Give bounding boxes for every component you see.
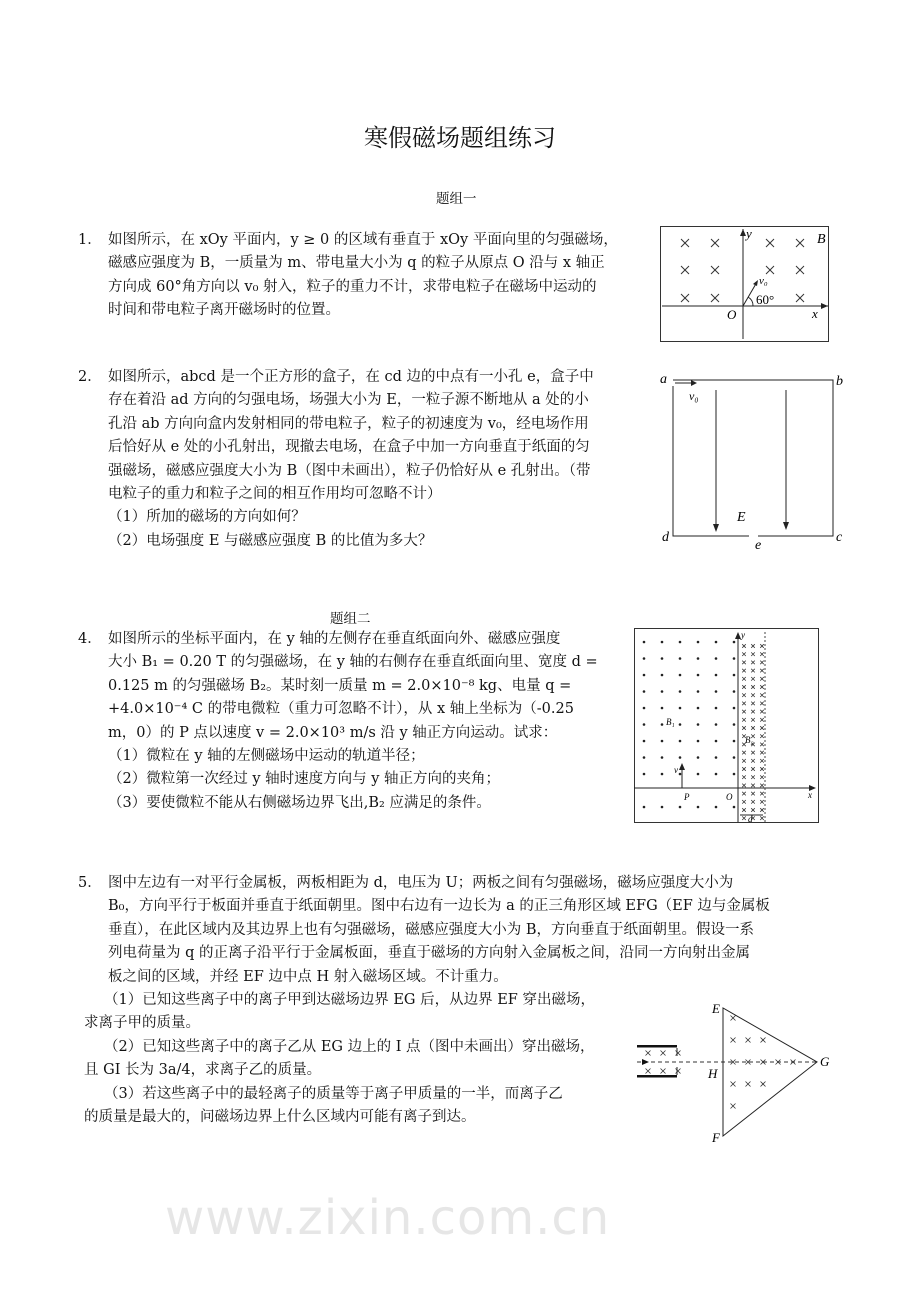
dot-mark xyxy=(697,773,700,776)
figure-5-plates-triangle xyxy=(632,1000,832,1145)
y-axis-label: y xyxy=(746,226,752,241)
dot-mark xyxy=(643,723,646,726)
text-line: （1）微粒在 y 轴的左侧磁场中运动的轨道半径； xyxy=(108,747,425,764)
dot-mark xyxy=(715,641,718,644)
problem-1 xyxy=(78,229,618,323)
text-line: （3）若这些离子中的最轻离子的质量等于离子甲质量的一半，而离子乙 xyxy=(104,1085,563,1102)
dot-mark xyxy=(733,806,736,809)
width-d-label: d xyxy=(748,814,753,824)
y-axis-label: y xyxy=(741,630,745,640)
text-line: +4.0×10⁻⁴ C 的带电微粒（重力可忽略不计），从 x 轴上坐标为（-0.25 xyxy=(108,701,574,718)
dot-mark xyxy=(697,690,700,693)
dot-mark xyxy=(643,690,646,693)
dot-mark xyxy=(715,723,718,726)
dot-mark xyxy=(697,806,700,809)
dot-mark xyxy=(697,657,700,660)
dot-mark xyxy=(661,723,664,726)
x-axis-label: x xyxy=(812,306,818,321)
velocity-label: v₀ xyxy=(689,389,699,403)
group-heading-2: 题组二 xyxy=(330,611,371,627)
figure-1-magnetic-field xyxy=(660,226,830,343)
dot-mark xyxy=(679,641,682,644)
text-line: m，0）的 P 点以速度 v = 2.0×10³ m/s 沿 y 轴正方向运动。试求： xyxy=(108,724,558,741)
page-title: 寒假磁场题组练习 xyxy=(364,124,556,152)
angle-label: 60° xyxy=(756,292,775,307)
vertex-F-label: F xyxy=(712,1130,720,1145)
point-P-label: P xyxy=(684,792,690,802)
dot-mark xyxy=(679,690,682,693)
dot-mark xyxy=(643,773,646,776)
dot-mark xyxy=(733,657,736,660)
text-line: 如图所示的坐标平面内，在 y 轴的左侧存在垂直纸面向外、磁感应强度 xyxy=(108,631,561,647)
dot-mark xyxy=(697,641,700,644)
text-line: 强磁场，磁感应强度大小为 B（图中未画出），粒子仍恰好从 e 孔射出。（带 xyxy=(108,462,591,479)
dot-mark xyxy=(661,674,664,677)
origin-label: O xyxy=(727,307,737,322)
dot-mark xyxy=(733,641,736,644)
problem-number: 5． xyxy=(78,875,102,891)
dot-mark xyxy=(715,756,718,759)
text-line: 孔沿 ab 方向向盒内发射相同的带电粒子，粒子的初速度为 v₀，经电场作用 xyxy=(108,415,589,432)
figure-4-coordinate-fields xyxy=(634,628,820,824)
dot-mark xyxy=(733,690,736,693)
dot-mark xyxy=(679,756,682,759)
dot-mark xyxy=(733,674,736,677)
hole-e-label: e xyxy=(755,538,762,553)
corner-d-label: d xyxy=(662,530,669,545)
dot-mark xyxy=(643,674,646,677)
text-line: （2）电场强度 E 与磁感应强度 B 的比值为多大？ xyxy=(108,532,433,549)
x-axis-label: x xyxy=(808,790,812,800)
dot-mark xyxy=(661,657,664,660)
text-line: （1）所加的磁场的方向如何？ xyxy=(108,509,306,526)
text-line: 存在着沿 ad 方向的匀强电场，场强大小为 E，一粒子源不断地从 a 处的小 xyxy=(108,392,589,409)
text-line: 磁感应强度为 B，一质量为 m、带电量大小为 q 的粒子从原点 O 沿与 x 轴正 xyxy=(108,255,605,272)
figure-2-square-box xyxy=(655,368,850,553)
dot-mark xyxy=(679,707,682,710)
dot-mark xyxy=(697,740,700,743)
text-line: （1）已知这些离子中的离子甲到达磁场边界 EG 后，从边界 EF 穿出磁场， xyxy=(104,992,595,1008)
dot-mark xyxy=(715,740,718,743)
text-line: 图中左边有一对平行金属板，两板相距为 d，电压为 U；两板之间有匀强磁场，磁场应强度大小为 xyxy=(108,875,734,891)
text-line: 且 GI 长为 3a/4，求离子乙的质量。 xyxy=(84,1062,322,1079)
dot-mark xyxy=(733,707,736,710)
dot-mark xyxy=(697,723,700,726)
problem-number: 2． xyxy=(78,369,102,385)
vertex-G-label: G xyxy=(820,1054,830,1069)
dot-mark xyxy=(733,723,736,726)
dot-mark xyxy=(679,674,682,677)
dot-mark xyxy=(661,690,664,693)
text-line: （3）要使微粒不能从右侧磁场边界飞出,B₂ 应满足的条件。 xyxy=(108,794,491,811)
velocity-label: v xyxy=(674,765,678,775)
problem-2 xyxy=(78,366,594,553)
text-line: 大小 B₁ = 0.20 T 的匀强磁场，在 y 轴的右侧存在垂直纸面向里、宽度 d = xyxy=(108,654,598,671)
text-line: B₀，方向平行于板面并垂直于纸面朝里。图中右边有一边长为 a 的正三角形区域 EFG（EF 边与金属板 xyxy=(108,898,770,915)
problem-5-questions xyxy=(84,989,595,1129)
problem-number: 4． xyxy=(78,631,102,647)
B1-label: B₁ xyxy=(666,717,675,727)
text-line: 垂直），在此区域内及其边界上也有匀强磁场，磁感应强度大小为 B，方向垂直于纸面朝里。假设一系 xyxy=(108,921,755,938)
text-line: 列电荷量为 q 的正离子沿平行于金属板面，垂直于磁场的方向射入金属板之间，沿同一方向射出金属 xyxy=(108,945,750,962)
group-heading-1: 题组一 xyxy=(436,191,477,207)
problem-5 xyxy=(78,872,770,989)
dot-mark xyxy=(715,773,718,776)
dot-mark xyxy=(697,707,700,710)
dot-mark xyxy=(643,756,646,759)
dot-mark xyxy=(661,756,664,759)
dot-mark xyxy=(697,756,700,759)
text-line: 方向成 60°角方向以 v₀ 射入，粒子的重力不计，求带电粒子在磁场中运动的 xyxy=(108,278,597,295)
text-line: 电粒子的重力和粒子之间的相互作用均可忽略不计） xyxy=(108,485,442,502)
midpoint-H-label: H xyxy=(708,1066,718,1081)
text-line: 板之间的区域，并经 EF 边中点 H 射入磁场区域。不计重力。 xyxy=(108,968,508,985)
text-line: 后恰好从 e 处的小孔射出，现撤去电场，在盒子中加一方向垂直于纸面的匀 xyxy=(108,439,590,456)
dot-mark xyxy=(715,707,718,710)
text-line: 时间和带电粒子离开磁场时的位置。 xyxy=(108,302,340,319)
field-label: B xyxy=(817,232,826,247)
text-line: 如图所示，在 xOy 平面内，y ≥ 0 的区域有垂直于 xOy 平面向里的匀强磁场， xyxy=(108,232,618,248)
dot-mark xyxy=(679,773,682,776)
text-line: 求离子甲的质量。 xyxy=(84,1015,200,1032)
field-E-label: E xyxy=(737,510,746,525)
dot-mark xyxy=(643,806,646,809)
dot-mark xyxy=(643,641,646,644)
dot-mark xyxy=(661,773,664,776)
dot-mark xyxy=(661,806,664,809)
dot-mark xyxy=(715,674,718,677)
vertex-E-label: E xyxy=(712,1001,720,1016)
dot-mark xyxy=(643,707,646,710)
dot-mark xyxy=(715,657,718,660)
dot-mark xyxy=(679,806,682,809)
text-line: （2）已知这些离子中的离子乙从 EG 边上的 I 点（图中未画出）穿出磁场， xyxy=(104,1038,595,1055)
dot-mark xyxy=(715,690,718,693)
dot-mark xyxy=(679,723,682,726)
dot-mark xyxy=(661,641,664,644)
dot-mark xyxy=(679,740,682,743)
field-dots-B1 xyxy=(643,641,736,809)
corner-a-label: a xyxy=(660,372,667,387)
dot-mark xyxy=(715,806,718,809)
dot-mark xyxy=(643,740,646,743)
dot-mark xyxy=(661,707,664,710)
dot-mark xyxy=(733,773,736,776)
text-line: 如图所示，abcd 是一个正方形的盒子，在 cd 边的中点有一小孔 e，盒子中 xyxy=(108,369,594,385)
text-line: 0.125 m 的匀强磁场 B₂。某时刻一质量 m = 2.0×10⁻⁸ kg、电量 q = xyxy=(108,677,572,694)
dot-mark xyxy=(661,740,664,743)
dot-mark xyxy=(643,657,646,660)
corner-b-label: b xyxy=(836,374,843,389)
dot-mark xyxy=(733,740,736,743)
field-crosses-B2 xyxy=(742,644,764,820)
dot-mark xyxy=(679,657,682,660)
text-line: （2）微粒第一次经过 y 轴时速度方向与 y 轴正方向的夹角； xyxy=(108,771,501,788)
dot-mark xyxy=(733,756,736,759)
problem-4 xyxy=(78,628,598,815)
dot-mark xyxy=(697,674,700,677)
corner-c-label: c xyxy=(836,530,843,545)
problem-number: 1． xyxy=(78,232,102,248)
watermark: www.zixin.com.cn xyxy=(165,1190,611,1246)
text-line: 的质量是最大的，问磁场边界上什么区域内可能有离子到达。 xyxy=(84,1108,476,1125)
B2-label: B₂ xyxy=(745,735,754,745)
velocity-label: v₀ xyxy=(759,275,768,287)
origin-label: O xyxy=(726,792,733,802)
